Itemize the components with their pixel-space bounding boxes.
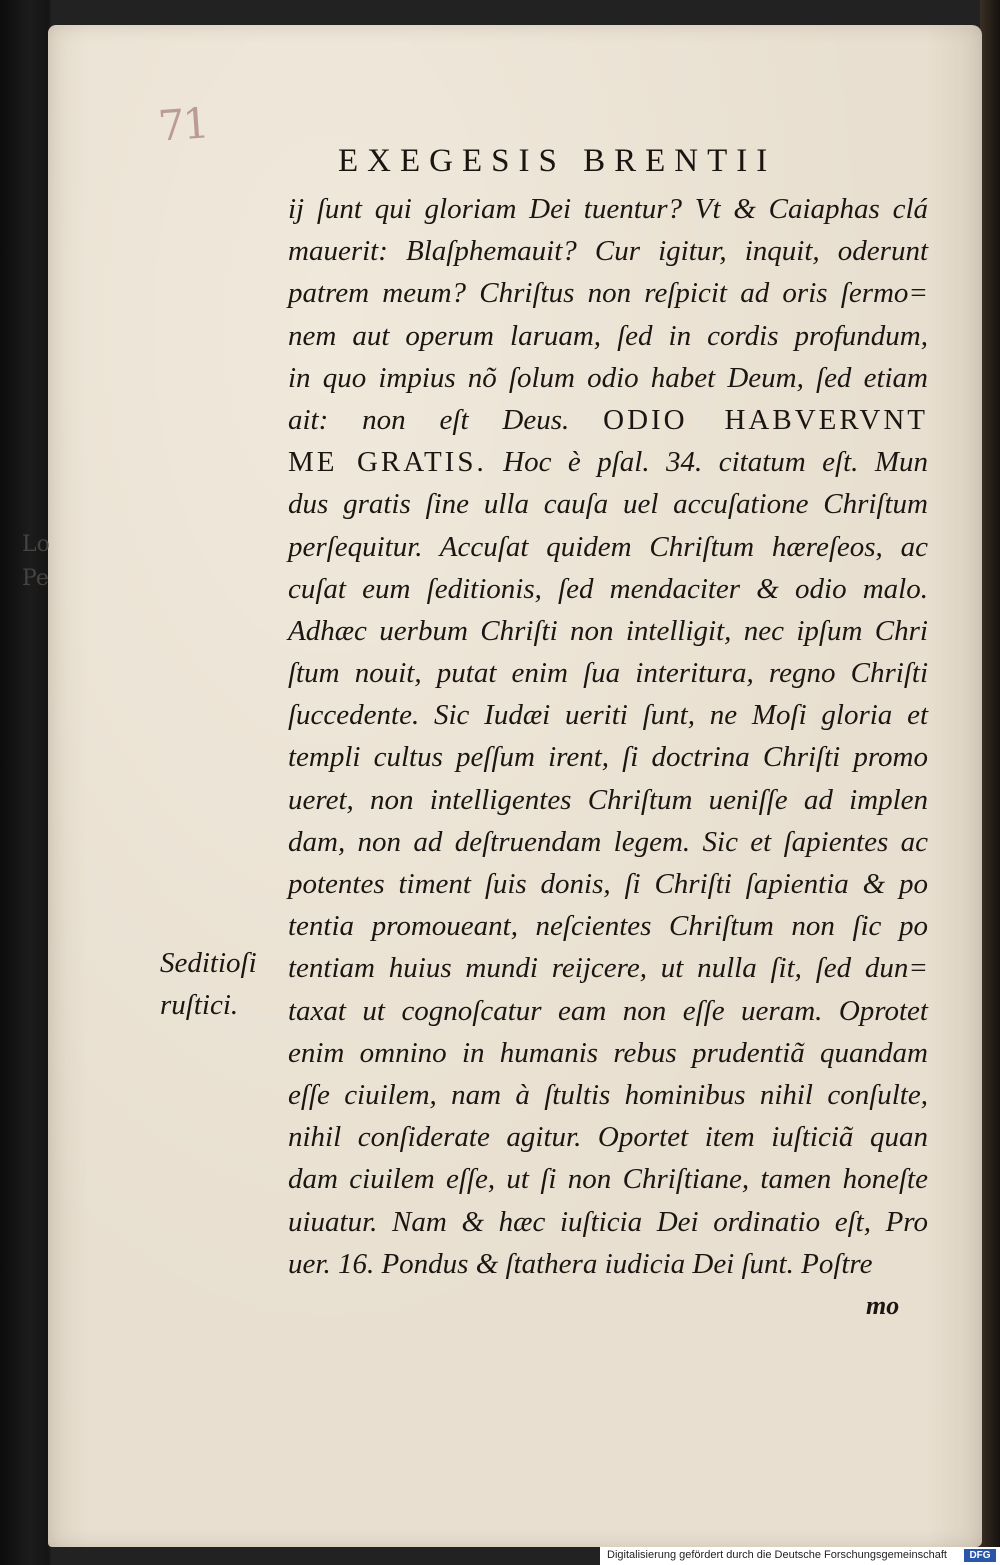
bleed-letter: Lo xyxy=(22,532,50,557)
text-line: nem aut operum laruam, ſed in cordis profundum, xyxy=(288,319,928,352)
text-line: ſtum nouit, putat enim ſua interitura, regno Chriſti xyxy=(288,657,928,690)
text-line: Adhæc uerbum Chriſti non intelligit, nec ipſum Chri xyxy=(288,614,928,647)
text-line: dus gratis ſine ulla cauſa uel accuſatione Chriſtum xyxy=(288,488,928,521)
text-line: cuſat eum ſeditionis, ſed mendaciter & odio malo. xyxy=(288,572,928,605)
text-line: dam, non ad deſtruendam legem. Sic et ſapientes ac xyxy=(288,825,928,858)
text-line: in quo impius nõ ſolum odio habet Deum, ſed etiam xyxy=(288,361,928,394)
margin-note xyxy=(160,942,257,1026)
text-fragment: ait: non eſt Deus. xyxy=(288,403,604,436)
text-line: patrem meum? Chriſtus non reſpicit ad oris ſermo= xyxy=(288,277,928,310)
text-line: mauerit: Blaſphemauit? Cur igitur, inquit, oderunt xyxy=(288,235,928,268)
text-line: potentes timent ſuis donis, ſi Chriſti ſapientia & po xyxy=(288,868,928,900)
funding-credit: Digitalisierung gefördert durch die Deutsche Forschungsgemeinschaft xyxy=(607,1549,947,1561)
text-line: uer. 16. Pondus & ſtathera iudicia Dei ſunt. Poſtre xyxy=(288,1247,873,1280)
text-line-with-caps xyxy=(288,441,928,483)
text-line: perſequitur. Accuſat quidem Chriſtum hæreſeos, ac xyxy=(288,530,928,563)
text-line: ij ſunt qui gloriam Dei tuentur? Vt & Caiaphas clá xyxy=(288,193,928,225)
margin-note-line: ruſtici. xyxy=(160,989,239,1021)
text-line: ueret, non intelligentes Chriſtum ueniſſe ad implen xyxy=(288,783,928,816)
catchword: mo xyxy=(866,1291,900,1320)
text-line: nihil conſiderate agitur. Oportet item iuſticiã quan xyxy=(288,1121,928,1154)
text-line-with-caps xyxy=(288,399,928,441)
pencil-page-number: 71 xyxy=(156,98,210,151)
dfg-logo-icon: DFG xyxy=(964,1549,996,1562)
bleed-through-letters xyxy=(22,528,50,596)
text-line: templi cultus peſſum irent, ſi doctrina Chriſti promo xyxy=(288,741,928,774)
text-line: enim omnino in humanis rebus prudentiã quandam xyxy=(288,1036,928,1069)
text-line: tentia promoueant, neſcientes Chriſtum non ſic po xyxy=(288,910,928,943)
text-line: eſſe ciuilem, nam à ſtultis hominibus nihil conſulte, xyxy=(288,1078,928,1111)
text-line: tentiam huius mundi reijcere, ut nulla ſit, ſed dun= xyxy=(288,952,928,985)
bleed-letter: Pe xyxy=(22,566,49,591)
text-line: taxat ut cognoſcatur eam non eſſe ueram. Oprotet xyxy=(288,994,928,1027)
text-line: dam ciuilem eſſe, ut ſi non Chriſtiane, tamen honeſte xyxy=(288,1163,928,1196)
running-head: EXEGESIS BRENTII xyxy=(338,143,777,179)
small-caps-fragment: ODIO HABVERVNT xyxy=(603,403,928,436)
small-caps-fragment: ME GRATIS. xyxy=(288,446,487,479)
margin-note-line: Seditioſi xyxy=(160,947,257,979)
book-edge xyxy=(980,0,1000,1565)
text-line: uiuatur. Nam & hæc iuſticia Dei ordinatio eſt, Pro xyxy=(288,1205,928,1238)
text-fragment: Hoc è pſal. 34. citatum eſt. Mun xyxy=(486,446,929,479)
text-line: ſuccedente. Sic Iudæi ueriti ſunt, ne Moſi gloria et xyxy=(288,699,928,732)
body-text xyxy=(288,188,928,1285)
